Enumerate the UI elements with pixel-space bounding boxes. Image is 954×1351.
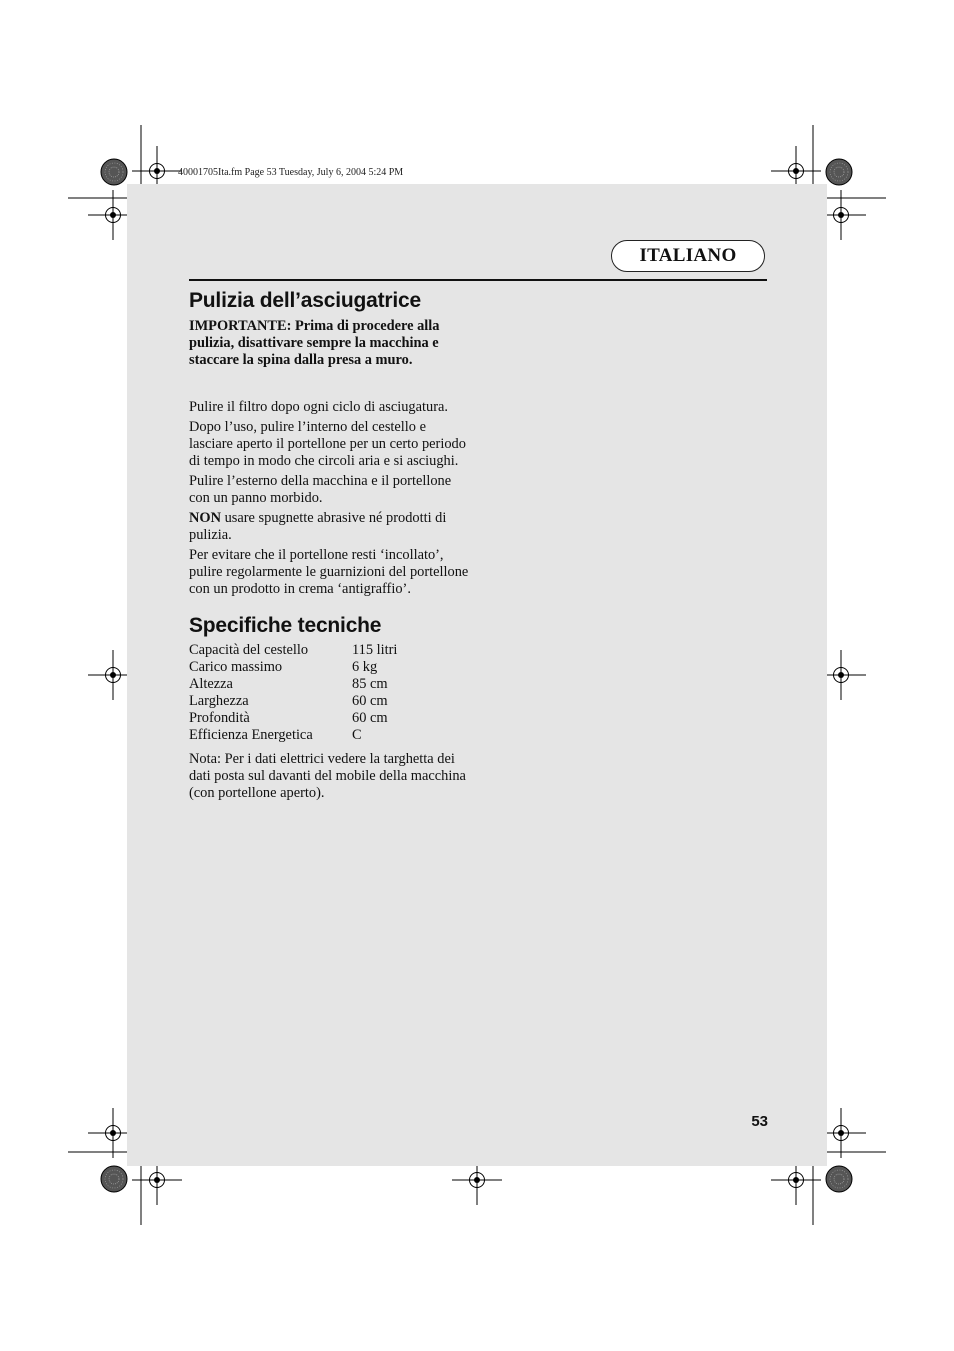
specs-note: Nota: Per i dati elettrici vedere la targhetta dei dati posta sul davanti del mobile della macchina (con portellone aperto). [189, 751, 466, 802]
table-row [189, 710, 397, 727]
table-row [189, 676, 397, 693]
spec-label: Efficienza Energetica [189, 726, 313, 743]
cleaning-warning-text: usare spugnette abrasive né prodotti di pulizia. [189, 510, 447, 543]
table-row [189, 659, 397, 676]
spec-value: 85 cm [352, 675, 388, 692]
cleaning-warning [189, 510, 469, 544]
spec-value: 60 cm [352, 692, 388, 709]
important-notice: IMPORTANTE: Prima di procedere alla pulizia, disattivare sempre la macchina e staccare la spina dalla presa a muro. [189, 318, 440, 368]
spec-value: 115 litri [352, 642, 398, 658]
cleaning-heading: Pulizia dell’asciugatrice [189, 289, 421, 312]
cleaning-paragraph: Pulire il filtro dopo ogni ciclo di asciugatura. [189, 399, 448, 415]
spec-label: Profondità [189, 709, 250, 726]
cleaning-paragraph: Pulire l’esterno della macchina e il portellone con un panno morbido. [189, 473, 452, 506]
specs-table [189, 642, 397, 743]
header-rule [189, 279, 767, 281]
table-row [189, 642, 397, 659]
language-tab: ITALIANO [611, 240, 765, 272]
spec-label: Altezza [189, 675, 233, 692]
spec-value: C [352, 726, 362, 743]
spec-label: Larghezza [189, 692, 249, 709]
cleaning-paragraph: Dopo l’uso, pulire l’interno del cestello e lasciare aperto il portellone per un certo periodo di tempo in modo che circoli aria e si asciughi. [189, 419, 466, 469]
table-row [189, 693, 397, 710]
non-emphasis: NON [189, 510, 221, 526]
spec-label: Carico massimo [189, 658, 283, 675]
page-number: 53 [751, 1113, 768, 1130]
spec-value: 6 kg [352, 658, 378, 675]
main-content [189, 286, 469, 805]
spec-value: 60 cm [352, 709, 388, 726]
cleaning-paragraph: Per evitare che il portellone resti ‘incollato’, pulire regolarmente le guarnizioni del portellone con un prodotto in crema ‘antigraffio’. [189, 547, 469, 597]
file-info: 40001705Ita.fm Page 53 Tuesday, July 6, 2004 5:24 PM [178, 167, 404, 178]
table-row [189, 727, 397, 744]
spec-label: Capacità del cestello [189, 642, 309, 658]
specs-heading: Specifiche tecniche [189, 614, 382, 637]
